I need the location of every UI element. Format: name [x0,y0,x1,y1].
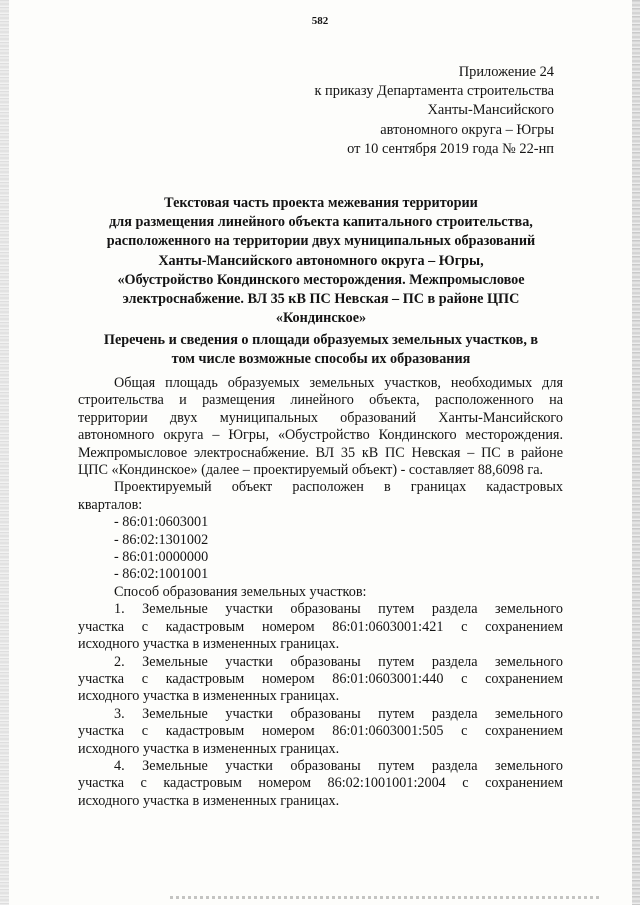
location-paragraph [78,479,563,514]
list-item: - 86:02:1001001 [114,566,209,583]
cadastral-quarters-list [78,514,563,584]
title-line: Текстовая часть проекта межевания территории [164,195,478,211]
title-line: электроснабжение. ВЛ 35 кВ ПС Невская – ПС в районе ЦПС [122,291,520,308]
intro-line: автономного округа – Югры, «Обустройство Кондинского месторождения. [78,427,563,444]
intro-line: Межпромысловое электроснабжение. ВЛ 35 кВ ПС Невская – ПС в районе [78,444,563,461]
appendix-line: автономного округа – Югры [380,121,554,138]
method-item [78,654,563,706]
section-heading [78,331,564,370]
title-line: для размещения линейного объекта капитального строительства, [109,214,533,231]
section-heading-line: Перечень и сведения о площади образуемых земельных участков, в [103,332,539,348]
method-item [78,758,563,810]
title-line: Ханты-Мансийского автономного округа – Югры, [158,252,484,269]
location-line: кварталов: [78,496,143,513]
method-item-line: исходного участка в измененных границах. [78,688,340,705]
scan-edge-right [632,0,640,905]
location-line: Проектируемый объект расположен в границах кадастровых [114,479,563,496]
method-item-line: 1. Земельные участки образованы путем раздела земельного [114,601,563,618]
scan-edge-left [0,0,9,905]
title-line: «Обустройство Кондинского месторождения. Межпромысловое [117,271,525,288]
intro-paragraph [78,375,563,479]
section-heading-line: том числе возможные способы их образования [171,351,471,368]
document-title [78,194,564,328]
method-item [78,601,563,653]
intro-line: строительства и размещения линейного объекта, расположенного на [78,392,563,409]
method-item-line: исходного участка в измененных границах. [78,636,340,653]
method-item-line: исходного участка в измененных границах. [78,792,340,809]
appendix-line: Ханты-Мансийского [427,102,554,119]
appendix-reference [224,63,554,159]
intro-line: ЦПС «Кондинское» (далее – проектируемый объект) - составляет 88,6098 га. [78,462,544,479]
appendix-line: от 10 сентября 2019 года № 22-нп [347,140,554,157]
method-item-line: участка с кадастровым номером 86:01:0603001:440 с сохранением [78,670,563,687]
method-heading: Способ образования земельных участков: [114,583,367,600]
page-number: 582 [311,15,329,27]
method-item-line: 3. Земельные участки образованы путем раздела земельного [114,705,563,722]
method-item-line: участка с кадастровым номером 86:01:0603001:421 с сохранением [78,618,563,635]
list-item: - 86:01:0603001 [114,514,209,531]
method-item [78,706,563,758]
appendix-line: к приказу Департамента строительства [314,83,554,100]
list-item: - 86:02:1301002 [114,531,209,548]
intro-line: Общая площадь образуемых земельных участков, необходимых для [114,375,563,391]
method-item-line: исходного участка в измененных границах. [78,740,340,757]
list-item: - 86:01:0000000 [114,549,209,566]
method-list [78,601,563,810]
method-item-line: 2. Земельные участки образованы путем раздела земельного [114,653,563,670]
intro-line: территории двух муниципальных образований Ханты-Мансийского [78,409,563,426]
scan-edge-bottom [170,896,600,899]
title-line: расположенного на территории двух муниципальных образований [106,233,536,250]
title-line: «Кондинское» [275,310,367,327]
appendix-line: Приложение 24 [458,64,554,80]
method-item-line: участка с кадастровым номером 86:01:0603001:505 с сохранением [78,723,563,740]
document-body [78,375,563,810]
method-item-line: 4. Земельные участки образованы путем раздела земельного [114,757,563,774]
method-item-line: участка с кадастровым номером 86:02:1001001:2004 с сохранением [78,775,563,792]
